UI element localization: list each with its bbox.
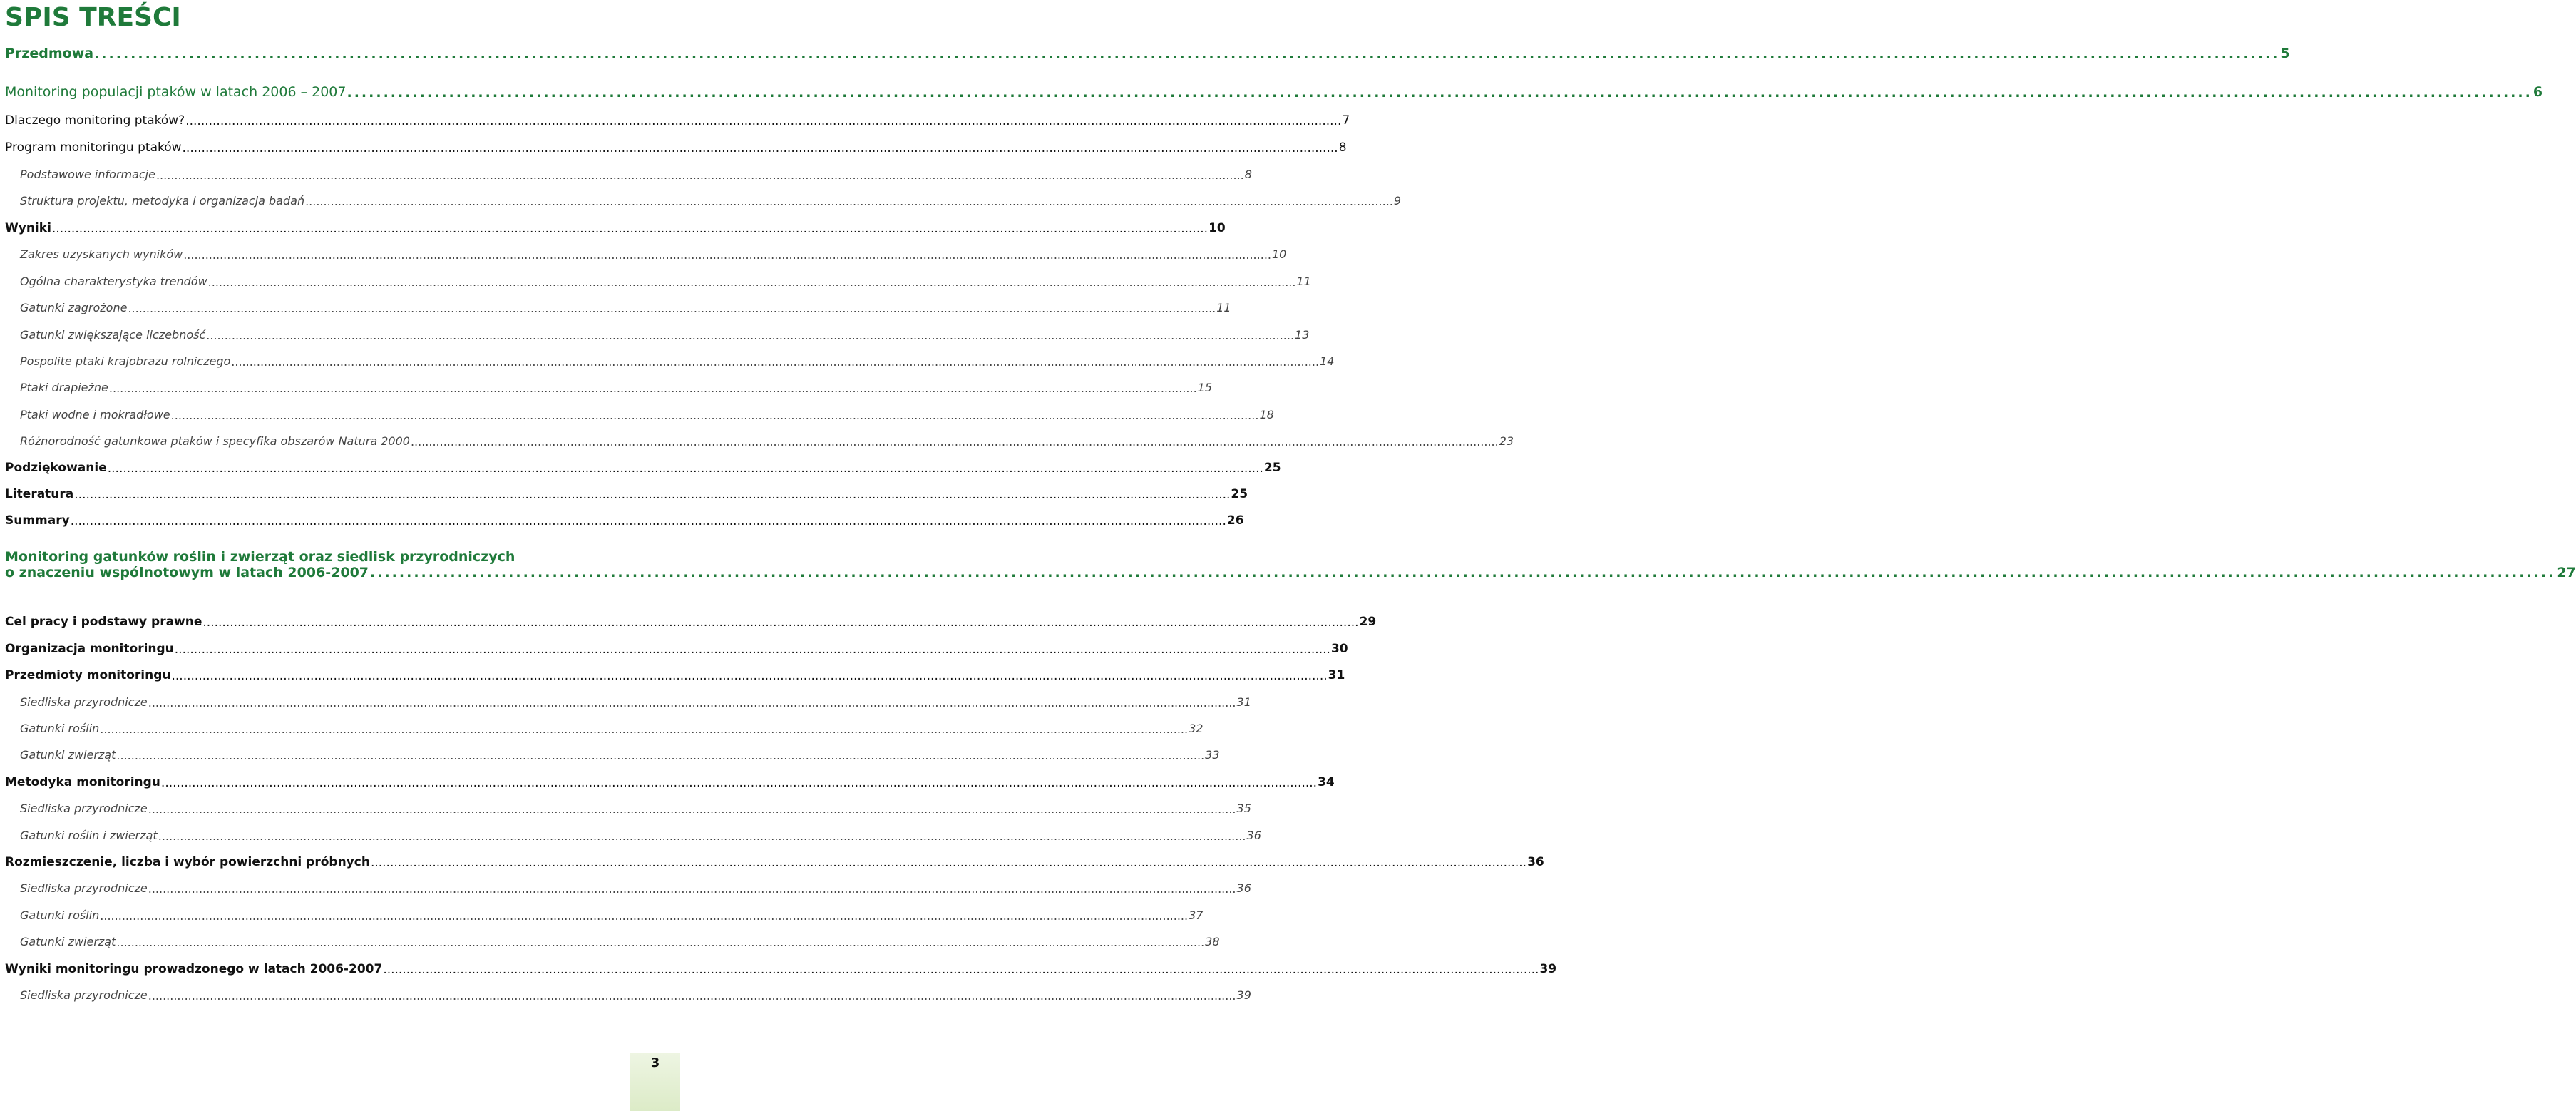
toc-leader: ............................................................................................................................................................................................................................................................................................................ (160, 776, 1318, 790)
toc-leader: ............................................................................................................................................................................................................................................................................................................ (207, 275, 1296, 289)
toc-entry[interactable] (20, 802, 1251, 816)
toc-entry-label: Gatunki zagrożone (20, 301, 128, 314)
toc-entry[interactable] (20, 381, 1213, 395)
toc-entry-page: 26 (1226, 513, 1244, 528)
toc-entry-label: Ptaki drapieżne (20, 381, 108, 394)
toc-entry-label: Siedliska przyrodnicze (20, 988, 148, 1002)
toc-entry[interactable] (5, 140, 1347, 155)
toc-entry[interactable] (20, 247, 1287, 262)
toc-entry[interactable] (20, 328, 1310, 342)
toc-entry-page: 7 (1342, 113, 1350, 128)
toc-entry-label: Podziękowanie (5, 461, 107, 475)
toc-leader: ............................................................................................................................................................................................................................................................................................................ (383, 963, 1539, 977)
toc-leader: ............................................................................................................................................................................................................................................................................................................ (185, 114, 1342, 128)
toc-entry[interactable] (5, 46, 2290, 62)
toc-leader: ............................................................................................................................................................................................................................................................................................................ (206, 329, 1295, 342)
toc-leader: ............................................................................................................................................................................................................................................................................................................ (347, 85, 2533, 101)
toc-entry[interactable] (5, 962, 1557, 977)
toc-entry-page: 10 (1209, 221, 1226, 235)
toc-leader: ............................................................................................................................................................................................................................................................................................................ (148, 696, 1236, 710)
toc-entry-page: 5 (2280, 46, 2290, 61)
toc-entry-label: Różnorodność gatunkowa ptaków i specyfika obszarów Natura 2000 (20, 434, 410, 448)
toc-entry-page: 11 (1296, 275, 1311, 288)
toc-entry-label: Gatunki roślin (20, 722, 100, 735)
toc-entry-page: 36 (1527, 855, 1544, 869)
toc-entry-page: 15 (1197, 381, 1213, 394)
toc-entry-label: Przedmowa (5, 46, 94, 61)
toc-entry-page: 38 (1205, 935, 1220, 948)
toc-entry-label: Metodyka monitoringu (5, 775, 160, 789)
toc-entry[interactable] (5, 487, 1248, 502)
toc-entry[interactable] (5, 461, 1281, 476)
toc-entry[interactable] (20, 354, 1335, 369)
toc-leader: ............................................................................................................................................................................................................................................................................................................ (170, 409, 1259, 422)
toc-entry-page: 13 (1295, 328, 1310, 342)
toc-entry-page: 6 (2533, 84, 2543, 100)
toc-entry[interactable] (5, 513, 1244, 528)
toc-leader: ............................................................................................................................................................................................................................................................................................................ (183, 248, 1271, 262)
toc-leader: ............................................................................................................................................................................................................................................................................................................ (108, 382, 1197, 395)
toc-leader: ............................................................................................................................................................................................................................................................................................................ (370, 565, 2556, 580)
toc-entry-page: 36 (1236, 881, 1251, 895)
toc-entry-label: Ogólna charakterystyka trendów (20, 275, 207, 288)
toc-entry[interactable] (20, 988, 1251, 1003)
toc-entry[interactable] (20, 935, 1220, 949)
toc-entry[interactable] (20, 695, 1251, 710)
toc-entry-page: 39 (1236, 988, 1251, 1002)
toc-entry-label: Organizacja monitoringu (5, 642, 174, 656)
toc-leader: ............................................................................................................................................................................................................................................................................................................ (148, 989, 1236, 1003)
toc-leader: ............................................................................................................................................................................................................................................................................................................ (51, 222, 1209, 236)
toc-entry-page: 27 (2557, 565, 2576, 580)
toc-entry-page: 11 (1216, 301, 1231, 314)
toc-entry-page: 8 (1338, 140, 1347, 155)
toc-leader: ............................................................................................................................................................................................................................................................................................................ (70, 514, 1226, 528)
toc-leader: ............................................................................................................................................................................................................................................................................................................ (116, 749, 1205, 762)
toc-entry[interactable] (5, 615, 1377, 630)
toc-entry[interactable] (5, 775, 1335, 790)
toc-entry-label: Wyniki monitoringu prowadzonego w latach 2006-2007 (5, 962, 383, 976)
toc-entry-page: 30 (1330, 642, 1348, 656)
toc-entry-label: Monitoring populacji ptaków w latach 2006 – 2007 (5, 84, 347, 100)
toc-entry[interactable] (20, 722, 1204, 736)
toc-entry-label: Dlaczego monitoring ptaków? (5, 113, 185, 128)
toc-entry-label: Rozmieszczenie, liczba i wybór powierzchni próbnych (5, 855, 370, 869)
toc-entry[interactable] (20, 829, 1261, 843)
toc-entry-page: 29 (1359, 615, 1377, 629)
page-number: 3 (650, 1055, 660, 1070)
toc-entry[interactable] (5, 668, 1345, 683)
toc-entry-label: Siedliska przyrodnicze (20, 802, 148, 815)
toc-entry-label: Cel pracy i podstawy prawne (5, 615, 202, 629)
toc-entry-label: Gatunki roślin i zwierząt (20, 829, 158, 842)
toc-leader: ............................................................................................................................................................................................................................................................................................................ (182, 141, 1338, 155)
toc-entry-page: 31 (1236, 695, 1251, 709)
toc-entry[interactable] (20, 881, 1251, 896)
toc-entry-page: 32 (1189, 722, 1204, 735)
toc-leader: ............................................................................................................................................................................................................................................................................................................ (148, 802, 1236, 816)
toc-leader: ............................................................................................................................................................................................................................................................................................................ (148, 882, 1236, 896)
toc-leader: ............................................................................................................................................................................................................................................................................................................ (231, 355, 1320, 369)
toc-leader: ............................................................................................................................................................................................................................................................................................................ (370, 856, 1527, 870)
toc-entry[interactable] (20, 168, 1252, 182)
toc-entry-label: Program monitoringu ptaków (5, 140, 182, 155)
toc-entry-page: 31 (1328, 668, 1345, 682)
toc-entry-label-line1: Monitoring gatunków roślin i zwierząt oraz siedlisk przyrodniczych (5, 549, 515, 565)
toc-entry-label: Pospolite ptaki krajobrazu rolniczego (20, 354, 231, 368)
toc-entry-label: Siedliska przyrodnicze (20, 881, 148, 895)
toc-entry-label: Gatunki zwiększające liczebność (20, 328, 206, 342)
toc-entry[interactable] (20, 194, 1402, 208)
toc-entry-label: Zakres uzyskanych wyników (20, 247, 183, 261)
toc-leader: ............................................................................................................................................................................................................................................................................................................ (128, 302, 1216, 315)
toc-entry-page: 37 (1189, 908, 1204, 922)
toc-leader: ............................................................................................................................................................................................................................................................................................................ (100, 909, 1189, 923)
toc-entry-label: Gatunki zwierząt (20, 935, 116, 948)
toc-entry-label: Wyniki (5, 221, 51, 235)
toc-entry-page: 25 (1231, 487, 1248, 501)
toc-leader: ............................................................................................................................................................................................................................................................................................................ (158, 829, 1246, 843)
toc-entry[interactable] (5, 221, 1226, 236)
toc-entry[interactable] (20, 908, 1204, 923)
toc-entry-page: 39 (1539, 962, 1557, 976)
toc-entry-page: 9 (1393, 194, 1402, 208)
toc-entry-label: Ptaki wodne i mokradłowe (20, 408, 170, 421)
toc-leader: ............................................................................................................................................................................................................................................................................................................ (305, 195, 1393, 208)
toc-leader: ............................................................................................................................................................................................................................................................................................................ (100, 722, 1189, 736)
toc-entry-major[interactable] (5, 549, 2576, 580)
toc-entry-label: Summary (5, 513, 70, 528)
toc-entry-page: 10 (1271, 247, 1287, 261)
toc-entry-page: 8 (1244, 168, 1252, 181)
toc-leader: ............................................................................................................................................................................................................................................................................................................ (410, 435, 1499, 449)
toc-entry-page: 14 (1320, 354, 1335, 368)
toc-entry[interactable] (5, 113, 1350, 128)
toc-leader: ............................................................................................................................................................................................................................................................................................................ (202, 615, 1359, 630)
toc-leader: ............................................................................................................................................................................................................................................................................................................ (171, 669, 1328, 683)
toc-entry[interactable] (20, 301, 1231, 315)
toc-leader: ............................................................................................................................................................................................................................................................................................................ (155, 168, 1244, 182)
toc-entry-page: 23 (1499, 434, 1514, 448)
toc-leader: ............................................................................................................................................................................................................................................................................................................ (107, 461, 1263, 476)
toc-entry-label: Literatura (5, 487, 74, 501)
toc-entry-label: Struktura projektu, metodyka i organizacja badań (20, 194, 305, 208)
toc-entry-page: 35 (1236, 802, 1251, 815)
toc-entry[interactable] (20, 748, 1220, 762)
toc-leader: ............................................................................................................................................................................................................................................................................................................ (94, 46, 2280, 62)
toc-entry[interactable] (20, 408, 1274, 422)
toc-entry-label-line2: o znaczeniu wspólnotowym w latach 2006-2007 (5, 565, 369, 580)
toc-entry-label: Gatunki zwierząt (20, 748, 116, 762)
toc-entry-page: 25 (1263, 461, 1281, 475)
toc-entry[interactable] (5, 855, 1544, 870)
toc-entry[interactable] (20, 275, 1311, 289)
toc-entry[interactable] (20, 434, 1514, 449)
toc-entry[interactable] (5, 642, 1348, 657)
toc-leader: ............................................................................................................................................................................................................................................................................................................ (116, 936, 1205, 949)
toc-leader: ............................................................................................................................................................................................................................................................................................................ (74, 488, 1231, 502)
toc-entry[interactable] (5, 84, 2543, 101)
toc-entry-label: Przedmioty monitoringu (5, 668, 171, 682)
toc-leader: ............................................................................................................................................................................................................................................................................................................ (174, 642, 1330, 657)
page-title: SPIS TREŚCI (5, 3, 181, 32)
page-number-box (630, 1053, 680, 1111)
toc-entry-page: 34 (1318, 775, 1335, 789)
toc-entry-page: 36 (1246, 829, 1261, 842)
toc-entry-label: Podstawowe informacje (20, 168, 155, 181)
toc-entry-page: 33 (1205, 748, 1220, 762)
toc-entry-label: Siedliska przyrodnicze (20, 695, 148, 709)
toc-entry-label: Gatunki roślin (20, 908, 100, 922)
toc-entry-page: 18 (1259, 408, 1274, 421)
